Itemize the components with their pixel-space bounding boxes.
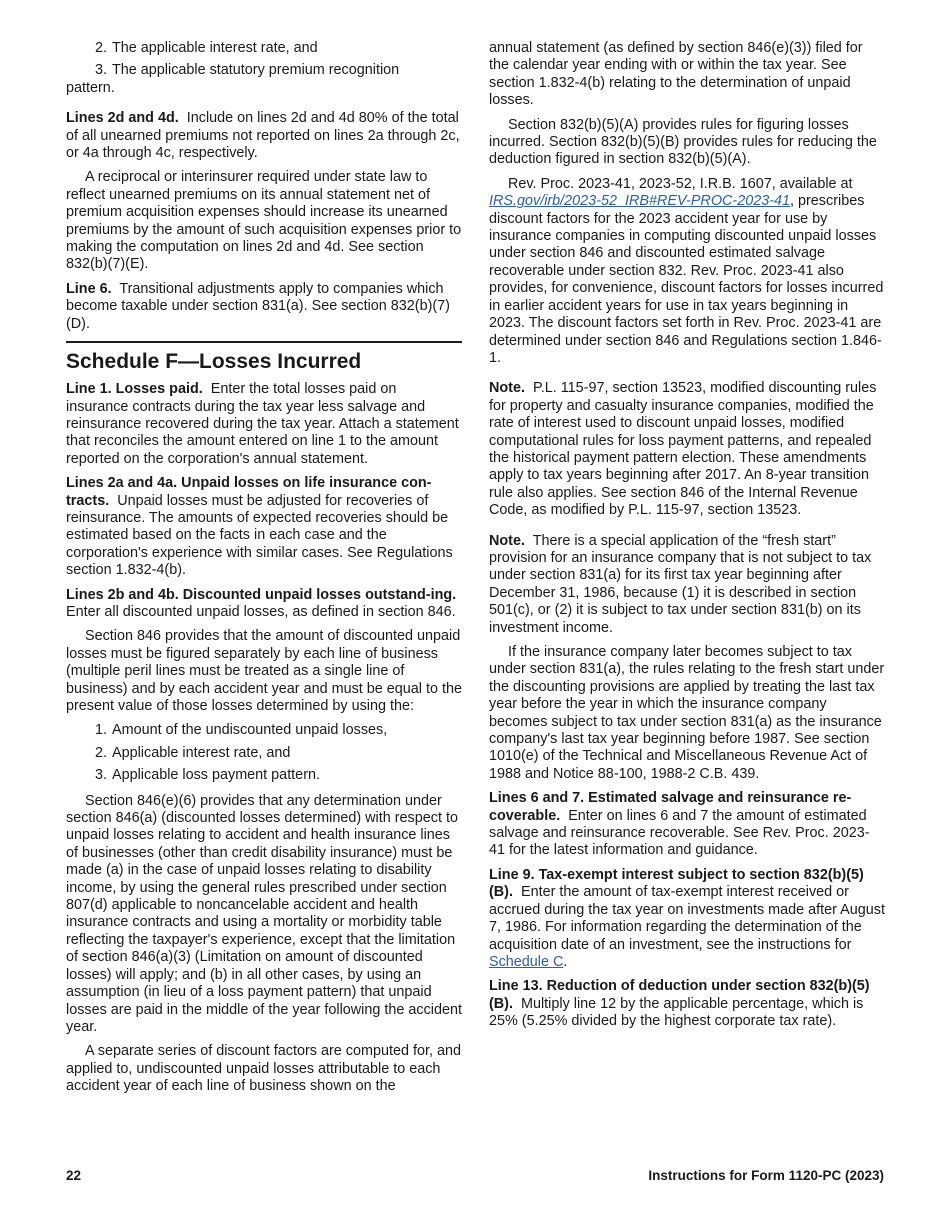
list-item: 2. Applicable interest rate, and	[94, 744, 291, 761]
note-discounting: Note. P.L. 115-97, section 13523, modified discounting rules for property and casualty insurance companies, modified the rate of interest used to discount unpaid losses, modified computational rules for loss payment patterns, and repealed the historical payment pattern election. These amendments apply to tax years beginning after 2017. An 8-year transition rule also applies. See section 846 of the Internal Revenue Code, as modified by P.L. 115-97, section 13523.	[489, 380, 877, 519]
paragraph-line-13: Line 13. Reduction of deduction under section 832(b)(5)(B). Multiply line 12 by the applicable percentage, which is 25% (5.25% divided by the highest corporate tax rate).	[489, 978, 870, 1030]
paragraph-section-846e6: Section 846(e)(6) provides that any determination under section 846(a) (discounted losses determined) with respect to unpaid losses relating to accident and health insurance lines of businesses (other than credit disability insurance) must be made (a) in the case of unpaid losses relating to disability income, by using the general rules prescribed under section 807(d) applicable to noncancelable accident and health insurance contracts and using a mortality or morbidity table reflecting the taxpayer's experience, except that the limitation of section 846(a)(3) (Limitation on amount of discounted losses) will apply; and (b) in all other cases, by using an assumption (in lieu of a loss payment pattern) that unpaid losses are paid in the middle of the year following the accident year.	[66, 792, 462, 1035]
schedule-c-link[interactable]: Schedule C	[489, 953, 564, 970]
paragraph-lines-2a-4a: Lines 2a and 4a. Unpaid losses on life insurance con-tracts. Unpaid losses must be adjusted for recoveries of reinsurance. The amounts of expected recoveries should be estimated based on the facts in each case and the corporation's experience with similar cases. See Regulations section 1.832-4(b).	[66, 475, 453, 579]
paragraph-continued: annual statement (as defined by section 846(e)(3)) filed for the calendar year ending with or within the tax year. See section 1.832-4(b) relating to the determination of unpaid losses.	[489, 40, 863, 109]
form-title-footer: Instructions for Form 1120-PC (2023)	[648, 1168, 884, 1183]
paragraph-line-6: Line 6. Transitional adjustments apply to companies which become taxable under section 831(a). See section 832(b)(7)(D).	[66, 280, 450, 332]
paragraph-line-1: Line 1. Losses paid. Enter the total losses paid on insurance contracts during the tax year less salvage and reinsurance recovered during the tax year. Attach a statement that reconciles the amount entered on line 1 to the amount reported on the corporation's annual statement.	[66, 381, 459, 467]
list-item: 3. Applicable loss payment pattern.	[94, 767, 320, 784]
section-title: Schedule F—Losses Incurred	[66, 350, 362, 374]
paragraph-reciprocal: A reciprocal or interinsurer required under state law to reflect unearned premiums on its annual statement net of premium acquisition expenses should increase its unearned premiums by the amount of such acquisition expenses prior to making the computation on lines 2d and 4d. See section 832(b)(7)(E).	[66, 169, 462, 273]
rev-proc-link[interactable]: IRS.gov/irb/2023-52_IRB#REV-PROC-2023-41	[489, 193, 791, 210]
paragraph-line-9: Line 9. Tax-exempt interest subject to section 832(b)(5)(B). Enter the amount of tax-exempt interest received or accrued during the tax year on investments made after August 7, 1986. For information regarding the determination of the acquisition date of an investment, see the instructions for Schedule C.	[489, 866, 885, 970]
paragraph-later-subject: If the insurance company later becomes subject to tax under section 831(a), the rules relating to the fresh start under the discounting provisions are applied by treating the last tax year before the year in which the insurance company becomes subject to tax under section 831(a) as the insurance company's last tax year beginning before 1987. See section 1010(e) of the Technical and Miscellaneous Revenue Act of 1988 and Notice 88-100, 1988-2 C.B. 439.	[489, 644, 885, 782]
paragraph-section-832: Section 832(b)(5)(A) provides rules for figuring losses incurred. Section 832(b)(5)(B) provides rules for reducing the deduction figured in section 832(b)(5)(A).	[489, 116, 877, 168]
section-divider	[66, 341, 462, 343]
paragraph-discount-factors: A separate series of discount factors are computed for, and applied to, undiscounted unpaid losses attributable to each accident year of each line of business shown on the	[66, 1043, 461, 1095]
note-fresh-start: Note. There is a special application of the “fresh start” provision for an insurance company that is not subject to tax under section 831(a) for its first tax year beginning after December 31, 1986, because (1) it is described in section 501(c), or (2) it is subject to tax under section 831(b) on its investment income.	[489, 532, 872, 636]
list-item: 3. The applicable statutory premium recognition pattern.	[66, 62, 400, 96]
paragraph-lines-2d-4d: Lines 2d and 4d. Include on lines 2d and 4d 80% of the total of all unearned premiums not reported on lines 2a through 2c, or 4a through 4c, respectively.	[66, 110, 460, 162]
left-column	[66, 40, 462, 1103]
paragraph-rev-proc: Rev. Proc. 2023-41, 2023-52, I.R.B. 1607, available at IRS.gov/irb/2023-52_IRB#REV-PROC-2023-41, prescribes discount factors for the 2023 accident year for use by insurance companies in computing discounted unpaid losses under section 846 and discounted estimated salvage recoverable under section 832. Rev. Proc. 2023-41 also provides, for convenience, discount factors for losses incurred in earlier accident years for use in tax years beginning in 2023. The discount factors set forth in Rev. Proc. 2023-41 are determined under section 846 and Regulations section 1.846-1.	[489, 175, 884, 366]
list-item: 2. The applicable interest rate, and	[94, 40, 318, 56]
list-item: 1. Amount of the undiscounted unpaid losses,	[94, 722, 388, 739]
paragraph-lines-2b-4b: Lines 2b and 4b. Discounted unpaid losses outstand-ing. Enter all discounted unpaid losses, as defined in section 846.	[66, 586, 457, 620]
paragraph-section-846: Section 846 provides that the amount of discounted unpaid losses must be figured separately by each line of business (multiple peril lines must be treated as a single line of business) and by each accident year and must be equal to the present value of those losses determined by using the:	[66, 628, 462, 714]
page-number: 22	[66, 1168, 82, 1183]
paragraph-lines-6-7: Lines 6 and 7. Estimated salvage and reinsurance re-coverable. Enter on lines 6 and 7 the amount of estimated salvage and reinsurance recoverable. See Rev. Proc. 2023-41 for the latest information and guidance.	[489, 790, 870, 859]
right-column	[489, 40, 885, 1038]
